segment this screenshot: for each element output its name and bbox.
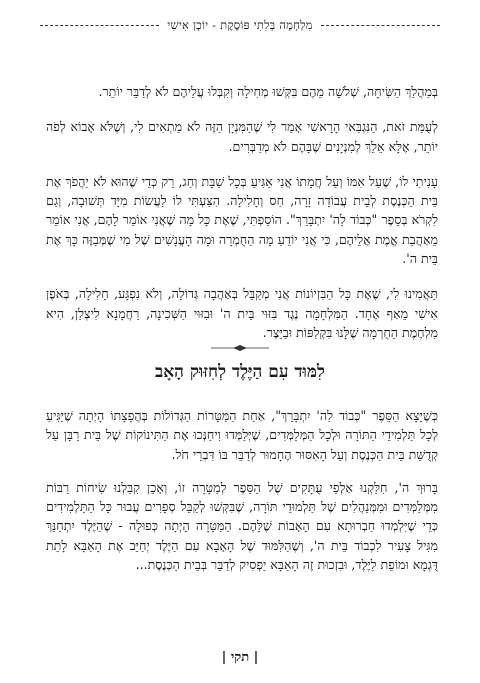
paragraph-1: בְּמַהֲלַךְ הַשִּׂיחָה, שְׁלֹשָׁה מֵהֶם בִּקְּשׁוּ מְחִילָה וְקִבְּלוּ עֲלֵיהֶם לֹא לְדַבֵּר יוֹתֵר. bbox=[98, 84, 438, 99]
paragraph-4: תַּאֲמִינוּ לִי, שֶׁאֶת כָּל הַבִּזְיוֹנוֹת אֲנִי מְקַבֵּל בְּאַהֲבָה גְּדוֹלָה, וְלֹא נִפְגָּע, חָלִילָה, בְּאֹפֶן אִישִׁי מֵאַף אֶחָד. הַמִּלְחָמָה נֶגֶד בִּזּוּי בֵּית ה' וּבִזּוּי הַשְּׁכִינָה, רַחֲמָנָא לִיצְלַן, הִיא מִלְחֶמֶת הַחֻרְמָה שֶׁלָּנוּ בִּקְלִפּוֹת וּבַיֵּצֶר. bbox=[46, 286, 438, 340]
paragraph-3: עָנִיתִי לוֹ, שֶׁעַל אִמּוֹ וְעַל חֲמָתוֹ אֲנִי אַגִּיעַ בְּכָל שַׁבָּת וְחַג, רַק כְּדֵי שֶׁהוּא לֹא יַהֲפֹךְ אֶת בֵּית הַכְּנֶסֶת לְבֵית עֲבוֹדָה זָרָה, חַס וְחָלִילָה. הִצַּעְתִּי לוֹ לַעֲשׂוֹת מִיָּד תְּשׁוּבָה, וְגַם לִקְרֹא בְּסֵפֶר "כְּבוֹד לַה' יִתְבָּרֵךְ". הוֹסַפְתִּי, שֶׁאֶת כָּל מָה שֶׁאֲנִי אוֹמֵר לָהֶם, אֲנִי אוֹמֵר מֵאַהֲבַת אֱמֶת אֲלֵיהֶם, כִּי אֲנִי יוֹדֵעַ מָה הַחֻמְרָה וּמָה הָעֳנָשִׁים שֶׁל מִי שֶׁמְּבַזֶּה כָּךְ אֶת בֵּית ה'. bbox=[46, 173, 438, 267]
section-paragraph-2: בָּרוּךְ ה', חִלַּקְנוּ אַלְפֵי עֻתָּקִים שֶׁל הַסֵּפֶר לְמַטָּרָה זוֹ, וְאָכֵן קִבַּלְנוּ שִׂיחוֹת רַבּוֹת מִמְּלַמְּדִים וּמִמְּנַהֲלִים שֶׁל תַּלְמוּדֵי תּוֹרָה, שֶׁבִּקְּשׁוּ לְקַבֵּל סְפָרִים עֲבוּר כָּל הַתַּלְמִידִים כְּדֵי שֶׁיִּלְמְדוּ חַבְרוּתָא עִם הָאָבוֹת שֶׁלָּהֶם. הַמַּטָּרָה הָיְתָה כְּפוּלָה - שֶׁהַיֶּלֶד יִתְחַנֵּךְ מִגִּיל צָעִיר לִכְבוֹד בֵּית ה', וְשֶׁהַלִּמּוּד שֶׁל הָאָבָא עִם הַיֶּלֶד יְחַיֵּב אֶת הָאַבָּא לָתֵת דֻּגְמָא וּמוֹפֵת לַיֶּלֶד, וּבִזְכוּת זֶה הָאַבָּא יַפְסִיק לְדַבֵּר בְּבֵית הַכְּנֶסֶת... bbox=[46, 479, 438, 573]
section-text bbox=[46, 406, 438, 588]
header-dash-line-right bbox=[321, 25, 440, 26]
divider-ornament-icon bbox=[211, 344, 269, 352]
section-paragraph-1: כְּשֶׁיָּצָא הַסֵּפֶר "כְּבוֹד לַה' יִתְבָּרֵךְ", אַחַת הַמַּטָּרוֹת הַגְּדוֹלוֹת בְּהֲפָצָתוֹ הָיְתָה שֶׁיַּגִּיעַ לְכָל תַּלְמִידֵי הַתּוֹרָה וּלְכָל הַמְּלַמְּדִים, שֶׁיְּלַמְּדוּ וִיחַנְּכוּ אֶת הַתִּינוֹקוֹת שֶׁל בֵּית רַבָּן עַל קְדֻשַּׁת בֵּית הַכְּנֶסֶת וְעַל הָאִסּוּר הֶחָמוּר לְדַבֵּר בּוֹ דִּבְרֵי חֹל. bbox=[46, 408, 438, 462]
section-title: לִמּוּד עִם הַיֶּלֶד לְחִזּוּק הָאָב bbox=[155, 362, 325, 382]
body-text bbox=[46, 82, 438, 358]
paragraph-2: לְעֻמַּת זֹאת, הַנִּגְבַּאי הָרָאשִׁי אָמַר לִי שֶׁהַמִּנְיָן הַזֶּה לֹא מַתְאִים לִי, וְשֶׁלֹּא אָבוֹא לְפֹה יוֹתֵר, אֶלָּא אֵלֵךְ לְמִנְיָנִים שֶׁבָּהֶם לֹא מְדַבְּרִים. bbox=[46, 119, 438, 154]
running-header-title: מִלְחָמָה בְּלִתִי פּוֹסֶקֶת - יוֹכָן אִישִׁי bbox=[167, 18, 313, 32]
header-dash-line-left bbox=[40, 25, 159, 26]
page-number: | תקי | bbox=[221, 650, 259, 665]
running-header bbox=[40, 18, 440, 32]
section-divider bbox=[0, 344, 480, 352]
